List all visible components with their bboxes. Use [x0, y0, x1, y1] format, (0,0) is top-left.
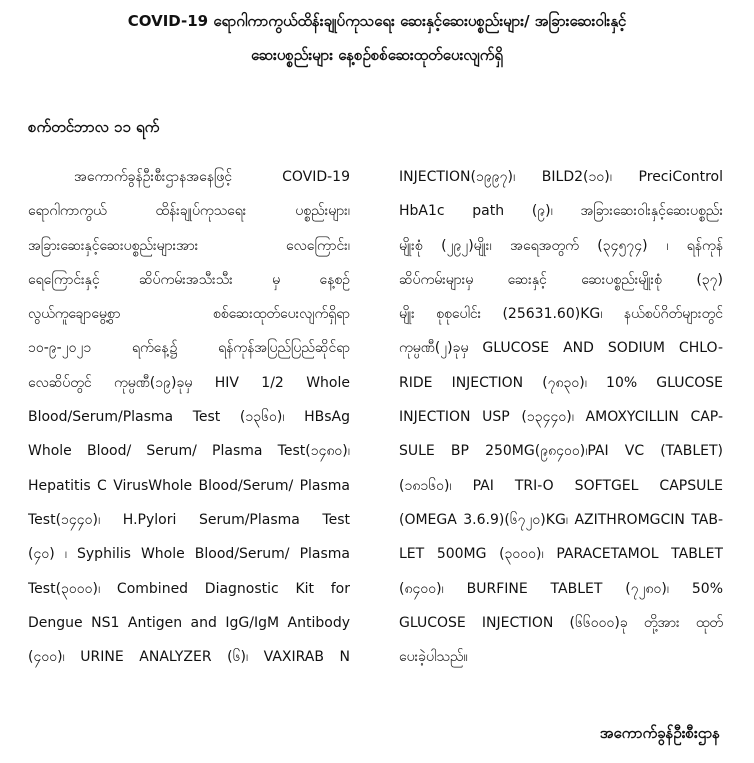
right-column [399, 160, 723, 674]
body-line: (၄၀) ၊ Syphilis Whole Blood/Serum/ Plasma [28, 546, 350, 563]
body-line: HbA1c path (၉)၊ အခြားဆေးဝါးနှင့်ဆေးပစ္စည်း [399, 203, 723, 220]
body-line: Dengue NS1 Antigen and IgG/IgM Antibody [28, 614, 350, 631]
body-line: Hepatitis C VirusWhole Blood/Serum/ Plasma [28, 477, 350, 494]
body-line: INJECTION(၁၉၉၇)၊ BILD2(၁၀)၊ PreciControl [399, 169, 723, 185]
body-line: LET 500MG (၃၀၀၀)၊ PARACETAMOL TABLET [399, 546, 723, 563]
body-line: ရောဂါကာကွယ် ထိန်းချုပ်ကုသရေး ပစ္စည်းများ၊ [28, 203, 350, 220]
body-line: GLUCOSE INJECTION (၆၆၀၀၀)ခု တို့အား ထုတ် [399, 614, 723, 631]
body-line: INJECTION USP (၁၃၄၄၀)၊ AMOXYCILLIN CAP- [399, 409, 723, 426]
body-line: (၄၀၀)၊ URINE ANALYZER (၆)၊ VAXIRAB N [28, 649, 350, 666]
body-line: Whole Blood/ Serum/ Plasma Test(၁၄၈၀)၊ [28, 443, 350, 460]
body-line: Test(၁၄၄၀)၊ H.Pylori Serum/Plasma Test [28, 511, 350, 528]
signature: အကောက်ခွန်ဦးစီးဌာန [599, 724, 720, 742]
left-column [28, 160, 350, 674]
body-line: Blood/Serum/Plasma Test (၁၃၆၀)၊ HBsAg [28, 409, 350, 426]
dateline: စက်တင်ဘာလ ၁၁ ရက် [28, 118, 160, 136]
body-line: ကုမ္ပဏီ(၂)ခုမှ GLUCOSE AND SODIUM CHLO- [399, 340, 723, 357]
body-line: ၁၀-၉-၂၀၂၁ ရက်နေ့၌ ရန်ကုန်အပြည်ပြည်ဆိုင်ရာ [28, 340, 350, 357]
body-line: (၁၈၁၆၀)၊ PAI TRI-O SOFTGEL CAPSULE [399, 477, 723, 494]
body-line: Test(၃၀၀၀)၊ Combined Diagnostic Kit for [28, 580, 350, 597]
body-line: ပေးခဲ့ပါသည်။ [399, 649, 468, 666]
body-line: မျိုးစုံ (၂၉၂)မျိုး၊ အရေအတွက် (၃၄၅၇၄) ၊ ရန်ကုန် [399, 237, 723, 254]
body-line: လွယ်ကူချောမွေ့စွာ စစ်ဆေးထုတ်ပေးလျက်ရှိရာ [28, 306, 350, 323]
body-line: ဆိပ်ကမ်းများမှ ဆေးနှင့် ဆေးပစ္စည်းမျိုးစုံ (၃၇) [399, 271, 723, 288]
title-line: COVID-19 ရောဂါကာကွယ်ထိန်းချုပ်ကုသရေး ဆေးနှင့်ဆေးပစ္စည်းများ/ အခြားဆေးဝါးနှင့် [127, 12, 627, 30]
body-line: အကောက်ခွန်ဦးစီးဌာနအနေဖြင့် COVID-19 [74, 169, 350, 185]
body-line: RIDE INJECTION (၇၈၃၀)၊ 10% GLUCOSE [399, 374, 723, 391]
body-line: မျိုး စုစုပေါင်း (25631.60)KG၊ နယ်စပ်ဂိတ်များတွင် [399, 306, 723, 323]
document-title [20, 4, 734, 72]
body-line: ရေကြောင်းနှင့် ဆိပ်ကမ်းအသီးသီး မှ နေ့စဉ် [28, 271, 350, 288]
title-line: ဆေးပစ္စည်းများ နေ့စဉ်စစ်ဆေးထုတ်ပေးလျက်ရှိ [250, 46, 504, 64]
body-line: အခြားဆေးနှင့်ဆေးပစ္စည်းများအား လေကြောင်း၊ [28, 237, 350, 254]
body-line: (၈၄၀၀)၊ BURFINE TABLET (၇၂၈၀)၊ 50% [399, 580, 723, 597]
body-line: လေဆိပ်တွင် ကုမ္ပဏီ(၁၉)ခုမှ HIV 1/2 Whole [28, 374, 350, 391]
body-line: SULE BP 250MG(၉၈၄၀၀)၊PAI VC (TABLET) [399, 443, 723, 460]
body-line: (OMEGA 3.6.9)(၆၇၂၀)KG၊ AZITHROMGCIN TAB- [399, 511, 723, 528]
